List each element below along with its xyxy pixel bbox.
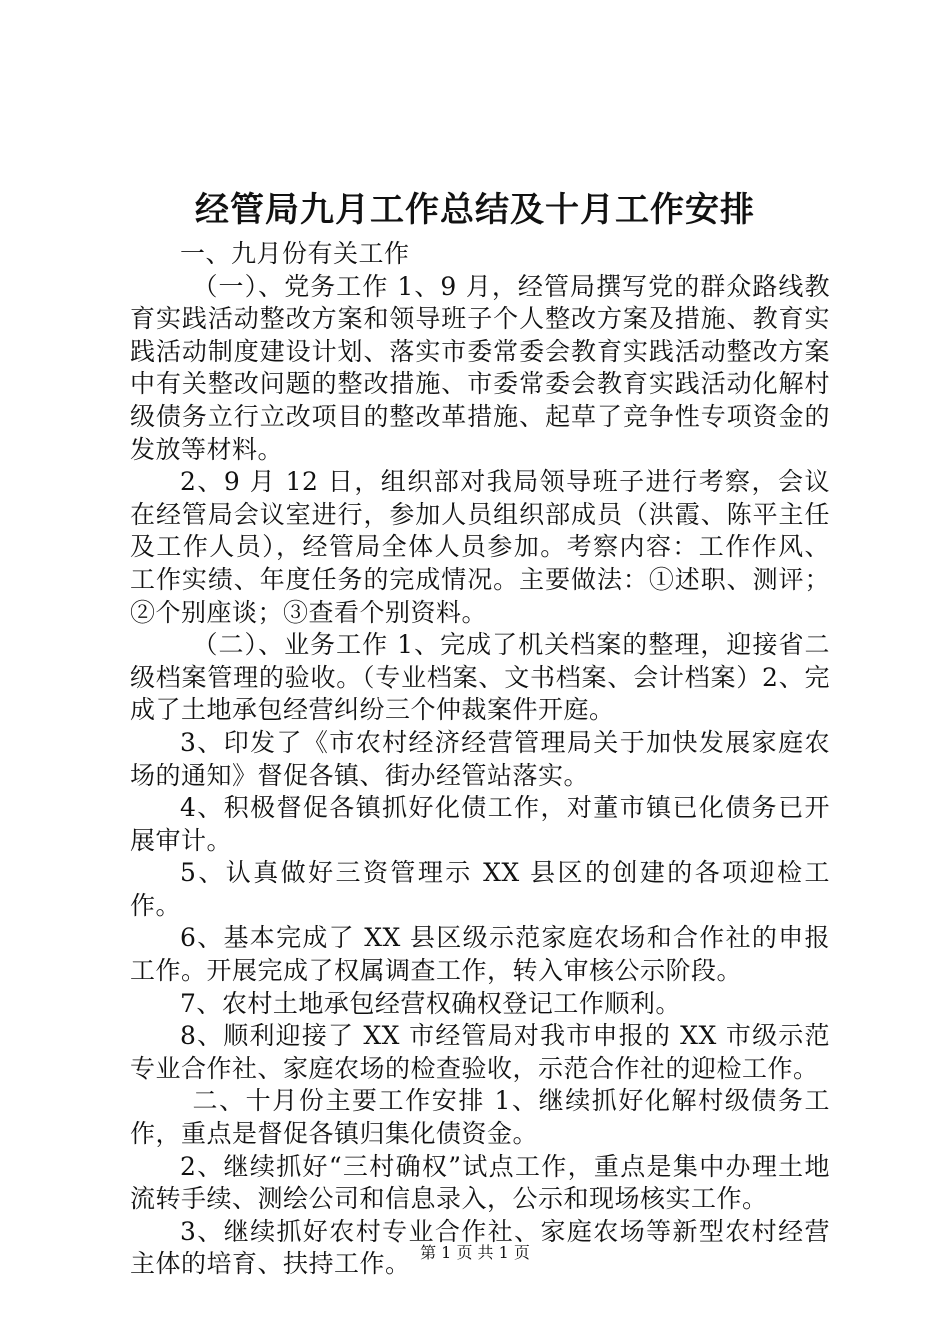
document-title: 经管局九月工作总结及十月工作安排 — [195, 190, 755, 230]
document-body — [130, 238, 830, 1281]
paragraph-item-8: 8、顺利迎接了 XX 市经管局对我市申报的 XX 市级示范专业合作社、家庭农场的检查验收，示范合作社的迎检工作。 — [130, 1021, 830, 1083]
paragraph-business-work: （二）、业务工作 1、完成了机关档案的整理，迎接省二级档案管理的验收。（专业档案、文书档案、会计档案）2、完成了土地承包经营纠纷三个仲裁案件开庭。 — [130, 630, 830, 725]
page-footer: 第 1 页 共 1 页 — [420, 1243, 530, 1262]
paragraph-item-6: 6、基本完成了 XX 县区级示范家庭农场和合作社的申报工作。开展完成了权属调查工作，转入审核公示阶段。 — [130, 923, 830, 986]
paragraph-section-1-heading: 一、九月份有关工作 — [180, 239, 410, 268]
paragraph-item-5: 5、认真做好三资管理示 XX 县区的创建的各项迎检工作。 — [130, 858, 830, 920]
paragraph-section-2: 二、十月份主要工作安排 1、继续抓好化解村级债务工作，重点是督促各镇归集化债资金。 — [130, 1086, 830, 1149]
paragraph-party-work: （一）、党务工作 1、9 月，经管局撰写党的群众路线教育实践活动整改方案和领导班子个人整改方案及措施、教育实践活动制度建设计划、落实市委常委会教育实践活动整改方案中有关整改问题的整改措施、市委常委会教育实践活动化解村级债务立行立改项目的整改革措施、起草了竞争性专项资金的发放等材料。 — [130, 271, 830, 464]
paragraph-plan-2: 2、继续抓好“三村确权”试点工作，重点是集中办理土地流转手续、测绘公司和信息录入，公示和现场核实工作。 — [130, 1151, 830, 1214]
paragraph-item-7: 7、农村土地承包经营权确权登记工作顺利。 — [180, 988, 681, 1018]
paragraph-item-4: 4、积极督促各镇抓好化债工作，对董市镇已化债务已开展审计。 — [130, 793, 830, 855]
paragraph-item-3: 3、印发了《市农村经济经营管理局关于加快发展家庭农场的通知》督促各镇、街办经管站落实。 — [130, 727, 830, 790]
paragraph-inspection: 2、9 月 12 日，组织部对我局领导班子进行考察，会议在经管局会议室进行，参加人员组织部成员（洪霞、陈平主任及工作人员），经管局全体人员参加。考察内容：工作作风、工作实绩、年度任务的完成情况。主要做法：①述职、测评；②个别座谈；③查看个别资料。 — [130, 467, 830, 627]
paragraph-plan-3: 3、继续抓好农村专业合作社、家庭农场等新型农村经营主体的培育、扶持工作。 — [130, 1216, 830, 1279]
